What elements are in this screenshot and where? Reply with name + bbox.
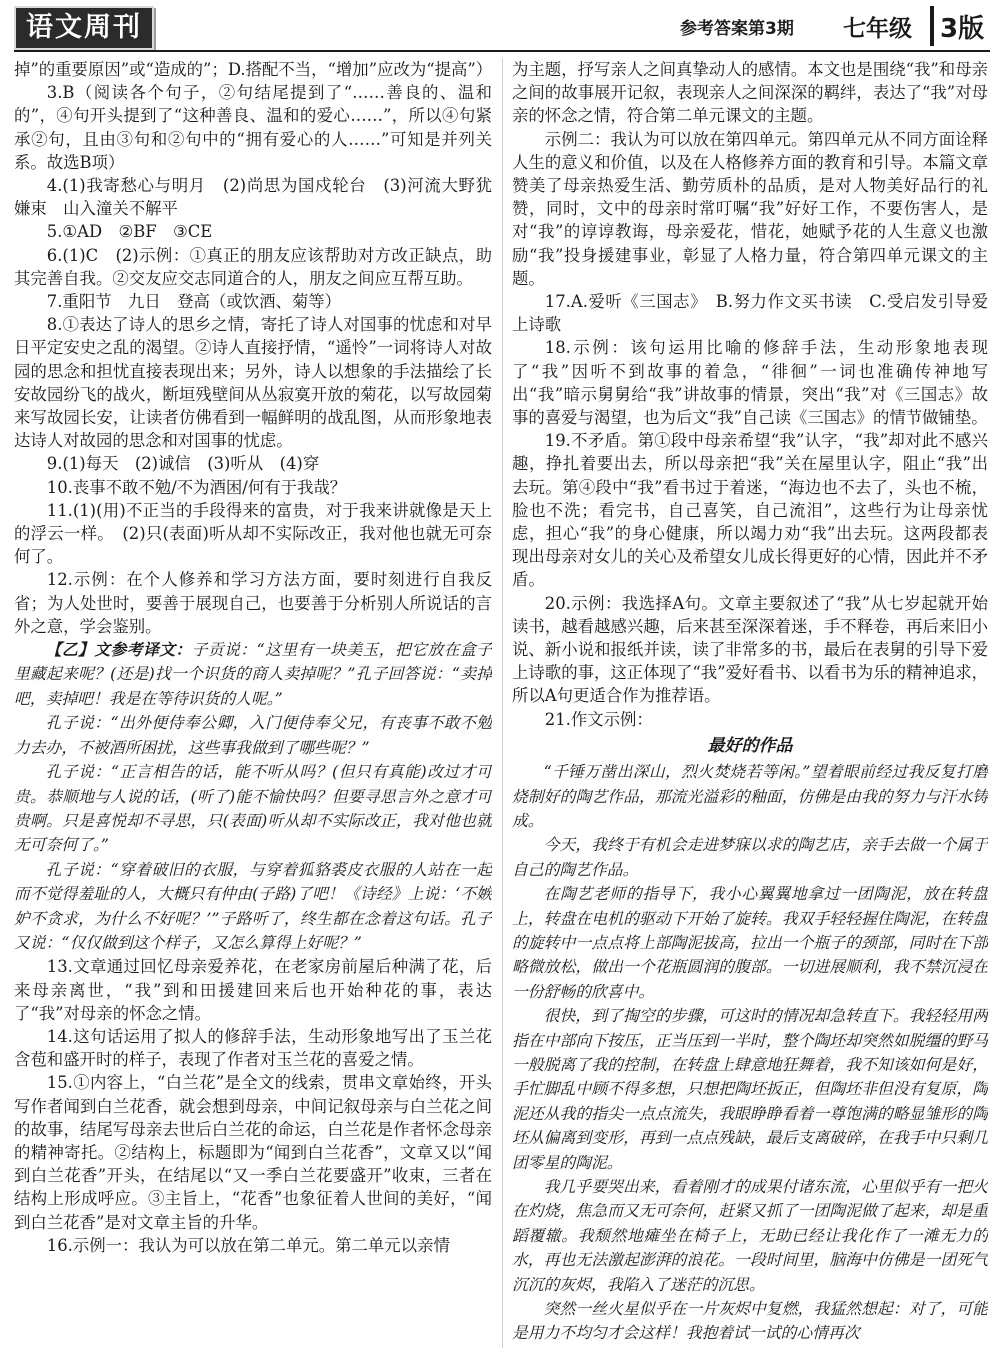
essay-title — [512, 735, 988, 758]
paragraph-text: 5.①AD ②BF ③CE — [46, 222, 213, 242]
answer-paragraph — [512, 1175, 988, 1297]
paragraph-text: 掉”的重要原因”或“造成的”；D.搭配不当，“增加”应改为“提高”） — [14, 60, 492, 79]
right-column — [512, 58, 988, 1348]
paragraph-text: “千锤万凿出深山，烈火焚烧若等闲。”望着眼前经过我反复打磨烧制好的陶艺作品，那流光溢彩的釉面，仿佛是由我的努力与汗水铸成。 — [512, 762, 988, 830]
answer-paragraph — [512, 592, 988, 708]
paragraph-text: 今天，我终于有机会走进梦寐以求的陶艺店，亲手去做一个属于自己的陶艺作品。 — [512, 835, 988, 879]
translation-label: 【乙】文参考译文： — [45, 640, 192, 660]
answer-paragraph — [14, 58, 492, 81]
answer-paragraph — [14, 313, 492, 452]
answer-key-label: 参考答案第3期 — [680, 19, 794, 39]
left-column — [14, 58, 492, 1348]
paragraph-text: 7.重阳节 九日 登高（或饮酒、菊等） — [46, 292, 342, 312]
paragraph-text: 为主题，抒写亲人之间真挚动人的感情。本文也是围绕“我”和母亲之间的故事展开记叙，表现亲人之间深深的羁绊，表达了“我”对母亲的怀念之情，符合第二单元课文的主题。 — [512, 60, 988, 126]
answer-paragraph — [14, 1071, 492, 1233]
answer-paragraph — [14, 760, 492, 858]
answer-paragraph — [14, 244, 492, 290]
answer-paragraph — [14, 452, 492, 475]
paragraph-text: 示例二：我认为可以放在第四单元。第四单元从不同方面诠释人生的意义和价值，以及在人格修养方面的教育和引导。本篇文章赞美了母亲热爱生活、勤劳质朴的品质，是对人物美好品行的礼赞，同时，文中的母亲时常叮嘱“我”好好工作，不要伤害人，是对“我”的谆谆教诲，母亲爱花，惜花，她赋予花的人生意义也激励“我”投身援建事业，彰显了人格力量，符合第四单元课文的主题。 — [512, 129, 988, 288]
paragraph-text: 16.示例一：我认为可以放在第二单元。第二单元以亲情 — [46, 1235, 450, 1255]
newspaper-logo: 语文周刊 — [14, 6, 154, 50]
answer-paragraph — [14, 568, 492, 638]
header-separator — [930, 6, 934, 46]
answer-paragraph — [512, 760, 988, 833]
paragraph-text: 我几乎要哭出来，看着刚才的成果付诸东流，心里似乎有一把火在灼烧，焦急而又无可奈何，赶紧又抓了一团陶泥做了起来，却是重蹈覆辙。我颓然地瘫坐在椅子上，无助已经让我化作了一滩无力的水，再也无法激起澎湃的浪花。一段时间里，脑海中仿佛是一团死气沉沉的灰烬，我陷入了迷茫的沉思。 — [512, 1177, 988, 1294]
paragraph-text: 19.不矛盾。第①段中母亲希望“我”认字，“我”却对此不感兴趣，挣扎着要出去，所以母亲把“我”关在屋里认字，阻止“我”出去玩。第④段中“我”看书过于着迷，“海边也不去了，头也不梳，脸也不洗；看完书，自己喜笑，自己流泪”，这些行为让母亲忧虑，担心“我”的身心健康，所以竭力劝“我”出去玩。这两段都表现出母亲对女儿的关心及希望女儿成长得更好的心情，因此并不矛盾。 — [512, 431, 988, 590]
paragraph-text: 突然一丝火星似乎在一片灰烬中复燃，我猛然想起：对了，可能是用力不均匀才会这样！我抱着试一试的心情再次 — [512, 1299, 988, 1343]
answer-paragraph — [512, 58, 988, 128]
answer-paragraph — [14, 499, 492, 569]
answer-paragraph — [512, 708, 988, 731]
answer-paragraph — [512, 1297, 988, 1346]
answer-paragraph — [14, 638, 492, 711]
edition-label: 3版 — [940, 14, 985, 44]
answer-paragraph — [14, 858, 492, 956]
paragraph-text: 子贡说：“这里有一块美玉，把它放在盒子里藏起来呢？(还是)找一个识货的商人卖掉呢？”孔子回答说：“卖掉吧，卖掉吧！我是在等待识货的人呢。” — [14, 640, 492, 708]
paragraph-text: 13.文章通过回忆母亲爱养花，在老家房前屋后种满了花，后来母亲离世，“我”到和田援建回来后也开始种花的事，表达了“我”对母亲的怀念之情。 — [14, 957, 492, 1023]
paragraph-text: 20.示例：我选择A句。文章主要叙述了“我”从七岁起就开始读书，越看越感兴趣，后来甚至深深着迷，手不释卷，再后来旧小说、新小说和报纸并读，读了非常多的书，最后在表舅的引导下爱上诗歌的事，这正体现了“我”爱好看书、以看书为乐的精神追求，所以A句更适合作为推荐语。 — [512, 593, 988, 706]
paragraph-text: 孔子说：“出外便侍奉公卿，入门便侍奉父兄，有丧事不敢不勉力去办，不被酒所困扰，这些事我做到了哪些呢？” — [14, 713, 492, 757]
paragraph-text: 14.这句话运用了拟人的修辞手法，生动形象地写出了玉兰花含苞和盛开时的样子，表现了作者对玉兰花的喜爱之情。 — [14, 1026, 492, 1070]
answer-paragraph — [14, 955, 492, 1025]
paragraph-text: 8.①表达了诗人的思乡之情，寄托了诗人对国事的忧虑和对早日平定安史之乱的渴望。②诗人直接抒情，“遥怜”一词将诗人对故园的思念和担忧直接表现出来；另外，诗人以想象的手法描绘了长安故园纷飞的战火，断垣残壁间从丛寂寞开放的菊花，以写故园菊来写故园长安，让读者仿佛看到一幅鲜明的战乱图，从而形象地表达诗人对故园的思念和对国事的忧虑。 — [14, 315, 492, 451]
answer-paragraph — [14, 1234, 492, 1257]
paragraph-text: 孔子说：“穿着破旧的衣服，与穿着狐貉裘皮衣服的人站在一起而不觉得羞耻的人，大概只有仲由(子路)了吧！《诗经》上说：‘不嫉妒不贪求，为什么不好呢？’”子路听了，终生都在念着这句话。孔子又说：“仅仅做到这个样子，又怎么算得上好呢？” — [14, 859, 492, 952]
answer-paragraph — [14, 174, 492, 220]
paragraph-text: 6.(1)C (2)示例：①真正的朋友应该帮助对方改正缺点，助其完善自我。②交友应交志同道合的人，朋友之间应互帮互助。 — [14, 245, 492, 288]
column-divider — [502, 58, 503, 1348]
answer-paragraph — [512, 1004, 988, 1175]
paragraph-text: 很快，到了掏空的步骤，可这时的情况却急转直下。我轻轻用两指在中部向下按压，正当压到一半时，整个陶坯却突然如脱缰的野马一般脱离了我的控制，在转盘上肆意地狂舞着，我不知该如何是好，手忙脚乱中顾不得多想，只想把陶坯扳正，但陶坯非但没有复原，陶泥还从我的指尖一点点流失，我眼睁睁看着一尊饱满的略显雏形的陶坯从偏离到变形，再到一点点残缺，最后支离破碎，在我手中只剩几团零星的陶泥。 — [512, 1006, 988, 1172]
answer-paragraph — [14, 220, 492, 243]
paragraph-text: 最好的作品 — [707, 735, 793, 756]
answer-paragraph — [14, 711, 492, 760]
paragraph-text: 17.A.爱听《三国志》 B.努力作文买书读 C.受启发引导爱上诗歌 — [512, 292, 988, 335]
answer-paragraph — [512, 882, 988, 1004]
paragraph-text: 10.丧事不敢不勉/不为酒困/何有于我哉？ — [46, 477, 347, 497]
answer-paragraph — [512, 429, 988, 591]
answer-paragraph — [512, 128, 988, 290]
paragraph-text: 12.示例：在个人修养和学习方法方面，要时刻进行自我反省；为人处世时，要善于展现自己，也要善于分析别人所说话的言外之意，学会鉴别。 — [14, 570, 492, 636]
answer-paragraph — [512, 290, 988, 336]
paragraph-text: 11.(1)(用)不正当的手段得来的富贵，对于我来讲就像是天上的浮云一样。 (2)只(表面)听从却不实际改正，我对他也就无可奈何了。 — [14, 500, 492, 567]
paragraph-text: 4.(1)我寄愁心与明月 (2)尚思为国戍轮台 (3)河流大野犹嫌束 山入潼关不解平 — [14, 176, 492, 219]
paragraph-text: 在陶艺老师的指导下，我小心翼翼地拿过一团陶泥，放在转盘上，转盘在电机的驱动下开始了旋转。我双手轻轻握住陶泥，在转盘的旋转中一点点将上部陶泥拔高，拉出一个瓶子的颈部，同时在下部略微放松，做出一个花瓶圆润的腹部。一切进展顺利，我不禁沉浸在一份舒畅的欣喜中。 — [512, 884, 988, 1001]
answer-paragraph — [512, 833, 988, 882]
answer-paragraph — [14, 1025, 492, 1071]
paragraph-text: 9.(1)每天 (2)诚信 (3)听从 (4)穿 — [46, 454, 320, 474]
answer-paragraph — [14, 476, 492, 499]
header-rule — [14, 50, 990, 52]
paragraph-text: 孔子说：“正言相告的话，能不听从吗？(但只有真能)改过才可贵。恭顺地与人说的话，(听了)能不愉快吗？但要寻思言外之意才可贵啊。只是喜悦却不寻思，只(表面)听从却不实际改正，我对他也就无可奈何了。” — [14, 762, 492, 855]
paragraph-text: 15.①内容上，“白兰花”是全文的线索，贯串文章始终，开头写作者闻到白兰花香，就会想到母亲，中间记叙母亲与白兰花之间的故事，结尾写母亲去世后白兰花的命运，白兰花是作者怀念母亲的精神寄托。②结构上，标题即为“闻到白兰花香”，文章又以“闻到白兰花香”开头，在结尾以“又一季白兰花要盛开”收束，三者在结构上形成呼应。③主旨上，“花香”也象征着人世间的美好，“闻到白兰花香”是对文章主旨的升华。 — [14, 1073, 492, 1232]
answer-paragraph — [14, 81, 492, 174]
answer-paragraph — [14, 290, 492, 313]
paragraph-text: 21.作文示例： — [544, 709, 653, 729]
page-header — [0, 0, 1000, 52]
answer-paragraph — [512, 336, 988, 429]
paragraph-text: 18.示例：该句运用比喻的修辞手法，生动形象地表现了“我”因听不到故事的着急，“徘徊”一词也准确传神地写出“我”暗示舅舅给“我”讲故事的情景，突出“我”对《三国志》故事的喜爱与渴望，也为后文“我”自己读《三国志》的情节做铺垫。 — [512, 338, 988, 428]
paragraph-text: 3.B（阅读各个句子，②句结尾提到了“……善良的、温和的”，④句开头提到了“这种善良、温和的爱心……”，所以④句紧承②句，且由③句和②句中的“拥有爱心的人……”可知是并列关系。故选B项） — [14, 83, 492, 172]
grade-label: 七年级 — [843, 16, 912, 42]
